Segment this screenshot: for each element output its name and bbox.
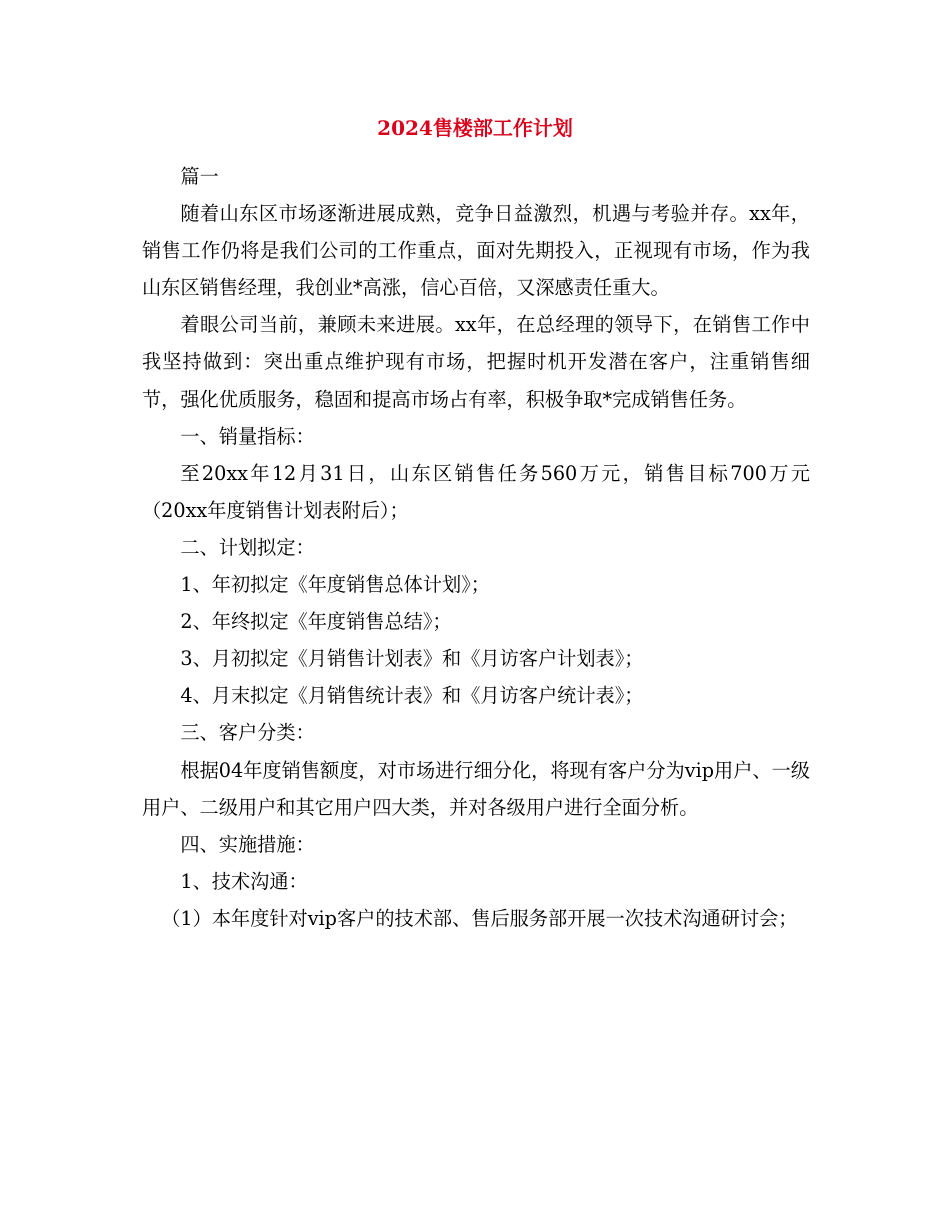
- plan-item: 1、年初拟定《年度销售总体计划》；: [180, 573, 490, 597]
- plan-item: 4、月末拟定《月销售统计表》和《月访客户统计表》；: [180, 684, 644, 708]
- plan-item: 2、年终拟定《年度销售总结》；: [180, 610, 452, 634]
- document-body: [142, 158, 810, 937]
- heading-plan-drafting: 二、计划拟定：: [180, 535, 315, 559]
- customer-classification-paragraph: 根据04年度销售额度，对市场进行细分化，将现有客户分为vip用户、一级用户、二级用户和其它用户四大类，并对各级用户进行全面分析。: [142, 758, 810, 819]
- focus-paragraph: 着眼公司当前，兼顾未来进展。xx年，在总经理的领导下，在销售工作中我坚持做到：突出重点维护现有市场，把握时机开发潜在客户，注重销售细节，强化优质服务，稳固和提高市场占有率，积极争取*完成销售任务。: [142, 313, 810, 411]
- heading-sales-target: 一、销量指标：: [180, 424, 315, 448]
- heading-technical-communication: 1、技术沟通：: [180, 869, 308, 893]
- intro-paragraph: 随着山东区市场逐渐进展成熟，竞争日益激烈，机遇与考验并存。xx年，销售工作仍将是我们公司的工作重点，面对先期投入，正视现有市场，作为我山东区销售经理，我创业*高涨，信心百倍，又深感责任重大。: [142, 202, 810, 300]
- section-label: 篇一: [180, 165, 219, 188]
- technical-communication-item: （1）本年度针对vip客户的技术部、售后服务部开展一次技术沟通研讨会；: [161, 906, 798, 930]
- heading-customer-classification: 三、客户分类：: [180, 721, 315, 745]
- sales-target-paragraph: 至20xx年12月31日，山东区销售任务560万元，销售目标700万元（20xx年度销售计划表附后）；: [142, 461, 810, 522]
- plan-item: 3、月初拟定《月销售计划表》和《月访客户计划表》；: [180, 647, 644, 671]
- heading-implementation: 四、实施措施：: [180, 832, 315, 856]
- document-title: 2024售楼部工作计划: [377, 116, 573, 140]
